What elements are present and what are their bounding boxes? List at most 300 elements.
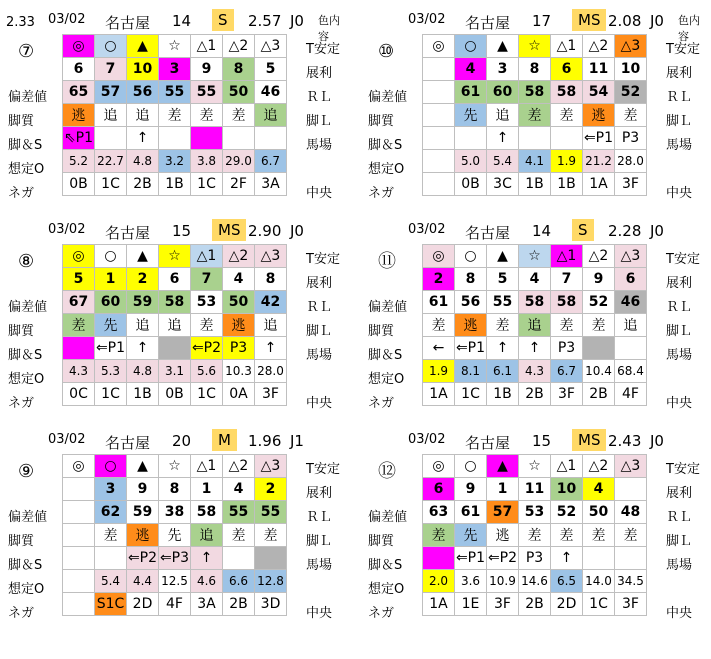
table-cell: 34.5	[615, 570, 647, 593]
table-cell: 10.9	[487, 570, 519, 593]
table-cell: 1	[487, 478, 519, 501]
table-cell	[63, 524, 95, 547]
row-label-left: ネガ	[368, 396, 395, 411]
row-label-right: T安定	[666, 252, 700, 267]
table-cell: 60	[95, 291, 127, 314]
table-cell: 50	[583, 501, 615, 524]
table-cell: 追	[615, 314, 647, 337]
table-cell: ↑	[127, 337, 159, 360]
header-date: 03/02	[48, 12, 86, 27]
table-cell: 8	[455, 268, 487, 291]
table-cell: ◎	[423, 245, 455, 268]
table-cell: 62	[95, 501, 127, 524]
header-count: 17	[532, 12, 552, 30]
row-label-right: 脚Ｌ	[306, 324, 333, 339]
table-cell: 6.5	[551, 570, 583, 593]
table-cell: 1	[95, 268, 127, 291]
table-cell	[423, 81, 455, 104]
table-cell: 差	[615, 524, 647, 547]
table-cell: 29.0	[223, 150, 255, 173]
table-cell: ☆	[159, 455, 191, 478]
row-label-left: 想定O	[368, 372, 405, 387]
table-cell: 6	[63, 58, 95, 81]
table-cell: △1	[191, 245, 223, 268]
header-val: 2.28	[608, 222, 642, 240]
table-cell: 6	[423, 478, 455, 501]
table-cell: △1	[191, 35, 223, 58]
row-label-right: 展利	[666, 486, 693, 501]
table-row	[63, 524, 287, 547]
table-cell: 3F	[615, 173, 647, 196]
table-row	[63, 81, 287, 104]
table-cell	[615, 478, 647, 501]
table-cell: ⇐P1	[455, 547, 487, 570]
table-cell: 4F	[615, 383, 647, 406]
table-cell	[191, 127, 223, 150]
table-cell: 1B	[487, 383, 519, 406]
row-label-left: 脚質	[368, 114, 395, 129]
table-cell	[583, 547, 615, 570]
table-cell: 58	[519, 81, 551, 104]
table-cell: 8	[223, 58, 255, 81]
table-cell: 2	[255, 478, 287, 501]
table-cell: 63	[423, 501, 455, 524]
table-cell: △3	[255, 245, 287, 268]
table-row	[63, 570, 287, 593]
table-cell	[423, 150, 455, 173]
table-cell: 4.3	[519, 360, 551, 383]
table-cell: 差	[223, 104, 255, 127]
table-cell: ⇐P3	[159, 547, 191, 570]
panel-header	[360, 218, 705, 242]
table-cell: ←	[423, 337, 455, 360]
table-cell: 58	[551, 81, 583, 104]
table-cell: 6.1	[487, 360, 519, 383]
table-cell: 3F	[255, 383, 287, 406]
table-row	[63, 501, 287, 524]
table-cell	[63, 593, 95, 616]
table-cell: 3F	[551, 383, 583, 406]
table-row	[423, 593, 647, 616]
table-cell: 8	[159, 478, 191, 501]
table-row	[63, 593, 287, 616]
table-cell: 追	[519, 314, 551, 337]
table-cell: 6	[551, 58, 583, 81]
table-cell: 3D	[255, 593, 287, 616]
panel-header	[360, 8, 705, 43]
table-cell: 1A	[423, 593, 455, 616]
race-table	[62, 34, 287, 196]
table-cell: 2B	[223, 593, 255, 616]
table-cell: ☆	[159, 245, 191, 268]
table-cell: 11	[583, 58, 615, 81]
table-cell: 10	[551, 478, 583, 501]
table-cell	[519, 127, 551, 150]
table-cell: 1B	[159, 173, 191, 196]
table-cell: 1B	[127, 383, 159, 406]
table-row	[63, 291, 287, 314]
row-label-right: T安定	[666, 462, 700, 477]
row-label-right: 中央	[666, 186, 693, 201]
table-cell	[423, 173, 455, 196]
row-label-right: 脚Ｌ	[306, 114, 333, 129]
table-row	[423, 268, 647, 291]
table-cell: 差	[63, 314, 95, 337]
row-label-left: 脚＆S	[8, 348, 43, 363]
table-cell: 6.6	[223, 570, 255, 593]
table-cell: ↑	[487, 127, 519, 150]
row-label-left: 脚＆S	[8, 138, 43, 153]
table-cell: △2	[223, 35, 255, 58]
table-row	[423, 501, 647, 524]
table-cell	[223, 127, 255, 150]
table-cell	[583, 337, 615, 360]
table-row	[423, 150, 647, 173]
table-cell: 5.0	[455, 150, 487, 173]
table-cell: 2	[423, 268, 455, 291]
race-table	[422, 454, 647, 616]
table-cell: 3.6	[455, 570, 487, 593]
table-cell: S1C	[95, 593, 127, 616]
table-cell: 2F	[223, 173, 255, 196]
table-cell: ↑	[551, 547, 583, 570]
header-date: 03/02	[408, 12, 446, 27]
header-val: 2.08	[608, 12, 642, 30]
race-panel	[0, 8, 345, 218]
table-row	[423, 547, 647, 570]
row-label-left: 想定O	[368, 162, 405, 177]
header-venue: 名古屋	[465, 224, 511, 242]
row-label-left: 脚＆S	[368, 138, 403, 153]
table-cell: 4	[223, 478, 255, 501]
panel-header	[0, 8, 345, 43]
row-label-left: 脚質	[8, 534, 35, 549]
table-cell: 59	[127, 501, 159, 524]
table-row	[63, 245, 287, 268]
header-jrank: J0	[650, 222, 664, 240]
table-cell: 61	[455, 81, 487, 104]
row-label-right: 馬場	[306, 558, 333, 573]
table-row	[63, 150, 287, 173]
table-cell: △2	[223, 455, 255, 478]
table-cell: 追	[487, 104, 519, 127]
table-cell: 67	[63, 291, 95, 314]
table-row	[63, 268, 287, 291]
race-panel	[0, 428, 345, 638]
table-cell	[423, 104, 455, 127]
table-cell: ⇐P1	[583, 127, 615, 150]
table-cell: ◎	[423, 455, 455, 478]
table-cell: 先	[455, 104, 487, 127]
row-label-left: ネガ	[8, 186, 35, 201]
table-cell: 5.6	[191, 360, 223, 383]
row-label-right: 中央	[306, 396, 333, 411]
table-cell: △2	[583, 455, 615, 478]
table-cell: 追	[95, 104, 127, 127]
row-label-right: T安定	[666, 42, 700, 57]
table-cell: 0C	[63, 383, 95, 406]
table-cell	[423, 58, 455, 81]
table-cell: 22.7	[95, 150, 127, 173]
header-cond: MS	[572, 429, 606, 451]
table-cell: 12.8	[255, 570, 287, 593]
row-label-left: 脚＆S	[8, 558, 43, 573]
table-cell: 5.4	[95, 570, 127, 593]
table-cell: 6.7	[255, 150, 287, 173]
table-cell	[159, 127, 191, 150]
table-cell: 2	[127, 268, 159, 291]
table-row	[423, 478, 647, 501]
row-label-left: 脚＆S	[368, 558, 403, 573]
row-label-left: 想定O	[8, 162, 45, 177]
table-cell: △2	[223, 245, 255, 268]
row-label-left: 脚質	[8, 324, 35, 339]
table-cell: 2B	[583, 383, 615, 406]
table-row	[423, 104, 647, 127]
race-table	[422, 34, 647, 196]
header-val: 2.43	[608, 432, 642, 450]
panel-header	[0, 218, 345, 242]
header-jrank: J0	[650, 432, 664, 450]
table-cell: ⇐P2	[127, 547, 159, 570]
header-venue: 名古屋	[105, 434, 151, 452]
header-val: 2.90	[248, 222, 282, 240]
table-cell: 1E	[455, 593, 487, 616]
table-cell: ▲	[127, 35, 159, 58]
table-cell	[455, 127, 487, 150]
table-row	[423, 524, 647, 547]
table-cell	[615, 547, 647, 570]
table-cell: 4.8	[127, 150, 159, 173]
table-cell: ○	[455, 35, 487, 58]
table-cell: 2B	[519, 593, 551, 616]
table-cell: 5	[63, 268, 95, 291]
header-venue: 名古屋	[465, 434, 511, 452]
header-venue: 名古屋	[105, 14, 151, 32]
race-number: ⑫	[378, 461, 396, 482]
table-cell	[255, 127, 287, 150]
panel-header	[0, 428, 345, 452]
table-cell: ↑	[487, 337, 519, 360]
row-label-right: 脚Ｌ	[666, 114, 693, 129]
header-cond: MS	[572, 9, 606, 31]
table-cell: 55	[255, 501, 287, 524]
table-cell: 58	[519, 291, 551, 314]
table-row	[423, 360, 647, 383]
table-cell: 1C	[455, 383, 487, 406]
header-right: 色内容	[678, 14, 700, 43]
table-cell: 差	[255, 524, 287, 547]
table-cell: 差	[423, 524, 455, 547]
table-cell: 3.2	[159, 150, 191, 173]
table-cell: 5.2	[63, 150, 95, 173]
table-cell: 11	[519, 478, 551, 501]
row-label-right: 中央	[306, 186, 333, 201]
table-cell: 3F	[615, 593, 647, 616]
race-number: ⑧	[18, 251, 35, 272]
table-cell: 48	[615, 501, 647, 524]
row-label-right: 馬場	[666, 558, 693, 573]
table-cell: 差	[519, 524, 551, 547]
table-row	[63, 383, 287, 406]
table-cell: ◎	[63, 455, 95, 478]
race-number: ⑪	[378, 251, 396, 272]
table-cell: 55	[487, 291, 519, 314]
table-cell: 9	[583, 268, 615, 291]
row-label-left: ネガ	[368, 186, 395, 201]
table-cell: 1C	[583, 593, 615, 616]
table-cell: 差	[223, 524, 255, 547]
table-row	[423, 81, 647, 104]
row-label-left: 偏差値	[8, 510, 48, 525]
row-label-left: 脚質	[8, 114, 35, 129]
table-cell: 3C	[487, 173, 519, 196]
table-cell: 逃	[127, 524, 159, 547]
table-cell: 4	[583, 478, 615, 501]
table-cell: 6	[159, 268, 191, 291]
header-jrank: J1	[290, 432, 304, 450]
table-cell: 60	[487, 81, 519, 104]
table-cell: △1	[551, 35, 583, 58]
header-cond: M	[212, 429, 237, 451]
row-label-left: 偏差値	[368, 90, 408, 105]
header-cond: MS	[212, 219, 246, 241]
table-cell: 9	[191, 58, 223, 81]
row-label-left: ネガ	[368, 606, 395, 621]
header-cond: S	[212, 9, 234, 31]
table-cell: 10.3	[223, 360, 255, 383]
row-label-right: 中央	[666, 606, 693, 621]
table-cell	[423, 127, 455, 150]
table-cell: 4.1	[519, 150, 551, 173]
table-cell: 55	[223, 501, 255, 524]
table-cell: 6.7	[551, 360, 583, 383]
table-cell: 8	[255, 268, 287, 291]
table-cell: 57	[95, 81, 127, 104]
table-cell: 61	[423, 291, 455, 314]
table-cell: 5.3	[95, 360, 127, 383]
table-cell: 1C	[95, 383, 127, 406]
table-row	[423, 455, 647, 478]
race-panel	[360, 218, 705, 428]
table-cell: 55	[159, 81, 191, 104]
table-cell: 5	[487, 268, 519, 291]
table-cell: 先	[159, 524, 191, 547]
table-cell: 58	[159, 291, 191, 314]
table-cell: 5	[255, 58, 287, 81]
table-cell: ☆	[519, 35, 551, 58]
table-cell: 1B	[551, 173, 583, 196]
table-cell: 4.4	[127, 570, 159, 593]
table-cell: 4.6	[191, 570, 223, 593]
table-cell: 58	[191, 501, 223, 524]
table-cell: 0B	[455, 173, 487, 196]
table-cell: 5.4	[487, 150, 519, 173]
table-cell	[95, 127, 127, 150]
header-date: 03/02	[48, 432, 86, 447]
table-cell: △1	[551, 245, 583, 268]
header-cond: S	[572, 219, 594, 241]
table-cell: 4F	[159, 593, 191, 616]
table-cell: 2.0	[423, 570, 455, 593]
table-cell: 21.2	[583, 150, 615, 173]
table-cell: 8	[519, 58, 551, 81]
table-cell: 差	[191, 314, 223, 337]
table-cell: 追	[127, 314, 159, 337]
table-cell: 42	[255, 291, 287, 314]
table-row	[423, 35, 647, 58]
table-cell: 逃	[223, 314, 255, 337]
table-cell: 56	[455, 291, 487, 314]
table-row	[423, 314, 647, 337]
table-cell: 58	[551, 291, 583, 314]
table-cell: 28.0	[615, 150, 647, 173]
table-cell: 逃	[487, 524, 519, 547]
race-panel	[360, 8, 705, 218]
table-cell: 50	[223, 81, 255, 104]
table-row	[423, 173, 647, 196]
table-cell: 差	[519, 104, 551, 127]
table-cell: 3F	[487, 593, 519, 616]
table-cell: 1.9	[423, 360, 455, 383]
table-cell: 57	[487, 501, 519, 524]
table-row	[63, 337, 287, 360]
table-cell: 7	[551, 268, 583, 291]
table-cell: △2	[583, 35, 615, 58]
row-label-right: 中央	[666, 396, 693, 411]
row-label-right: 馬場	[666, 348, 693, 363]
row-label-right: 展利	[306, 276, 333, 291]
table-row	[423, 383, 647, 406]
header-date: 03/02	[408, 432, 446, 447]
table-cell: ○	[95, 35, 127, 58]
table-cell: P3	[615, 127, 647, 150]
header-count: 14	[172, 12, 192, 30]
table-cell: 50	[223, 291, 255, 314]
row-label-right: 脚Ｌ	[306, 534, 333, 549]
table-cell	[63, 337, 95, 360]
table-cell	[223, 547, 255, 570]
table-cell: ↑	[255, 337, 287, 360]
table-cell: 1	[191, 478, 223, 501]
table-cell: ⇐P1	[455, 337, 487, 360]
row-label-right: ＲＬ	[306, 510, 333, 525]
table-cell: 差	[583, 314, 615, 337]
row-label-right: 馬場	[306, 348, 333, 363]
table-cell: 1B	[519, 173, 551, 196]
table-row	[63, 478, 287, 501]
table-cell: 9	[455, 478, 487, 501]
table-cell: 46	[615, 291, 647, 314]
table-cell: 1C	[95, 173, 127, 196]
table-cell: 4	[455, 58, 487, 81]
table-cell: 3	[95, 478, 127, 501]
race-table	[422, 244, 647, 406]
race-table	[62, 454, 287, 616]
table-cell: 3	[487, 58, 519, 81]
row-label-left: 想定O	[8, 582, 45, 597]
table-cell: ↑	[191, 547, 223, 570]
table-cell	[63, 547, 95, 570]
table-cell: 56	[127, 81, 159, 104]
row-label-right: 脚Ｌ	[666, 534, 693, 549]
table-row	[63, 455, 287, 478]
table-cell: 3	[159, 58, 191, 81]
table-row	[63, 314, 287, 337]
table-cell: ◎	[423, 35, 455, 58]
table-cell: ◎	[63, 245, 95, 268]
table-cell: ⇐P2	[487, 547, 519, 570]
